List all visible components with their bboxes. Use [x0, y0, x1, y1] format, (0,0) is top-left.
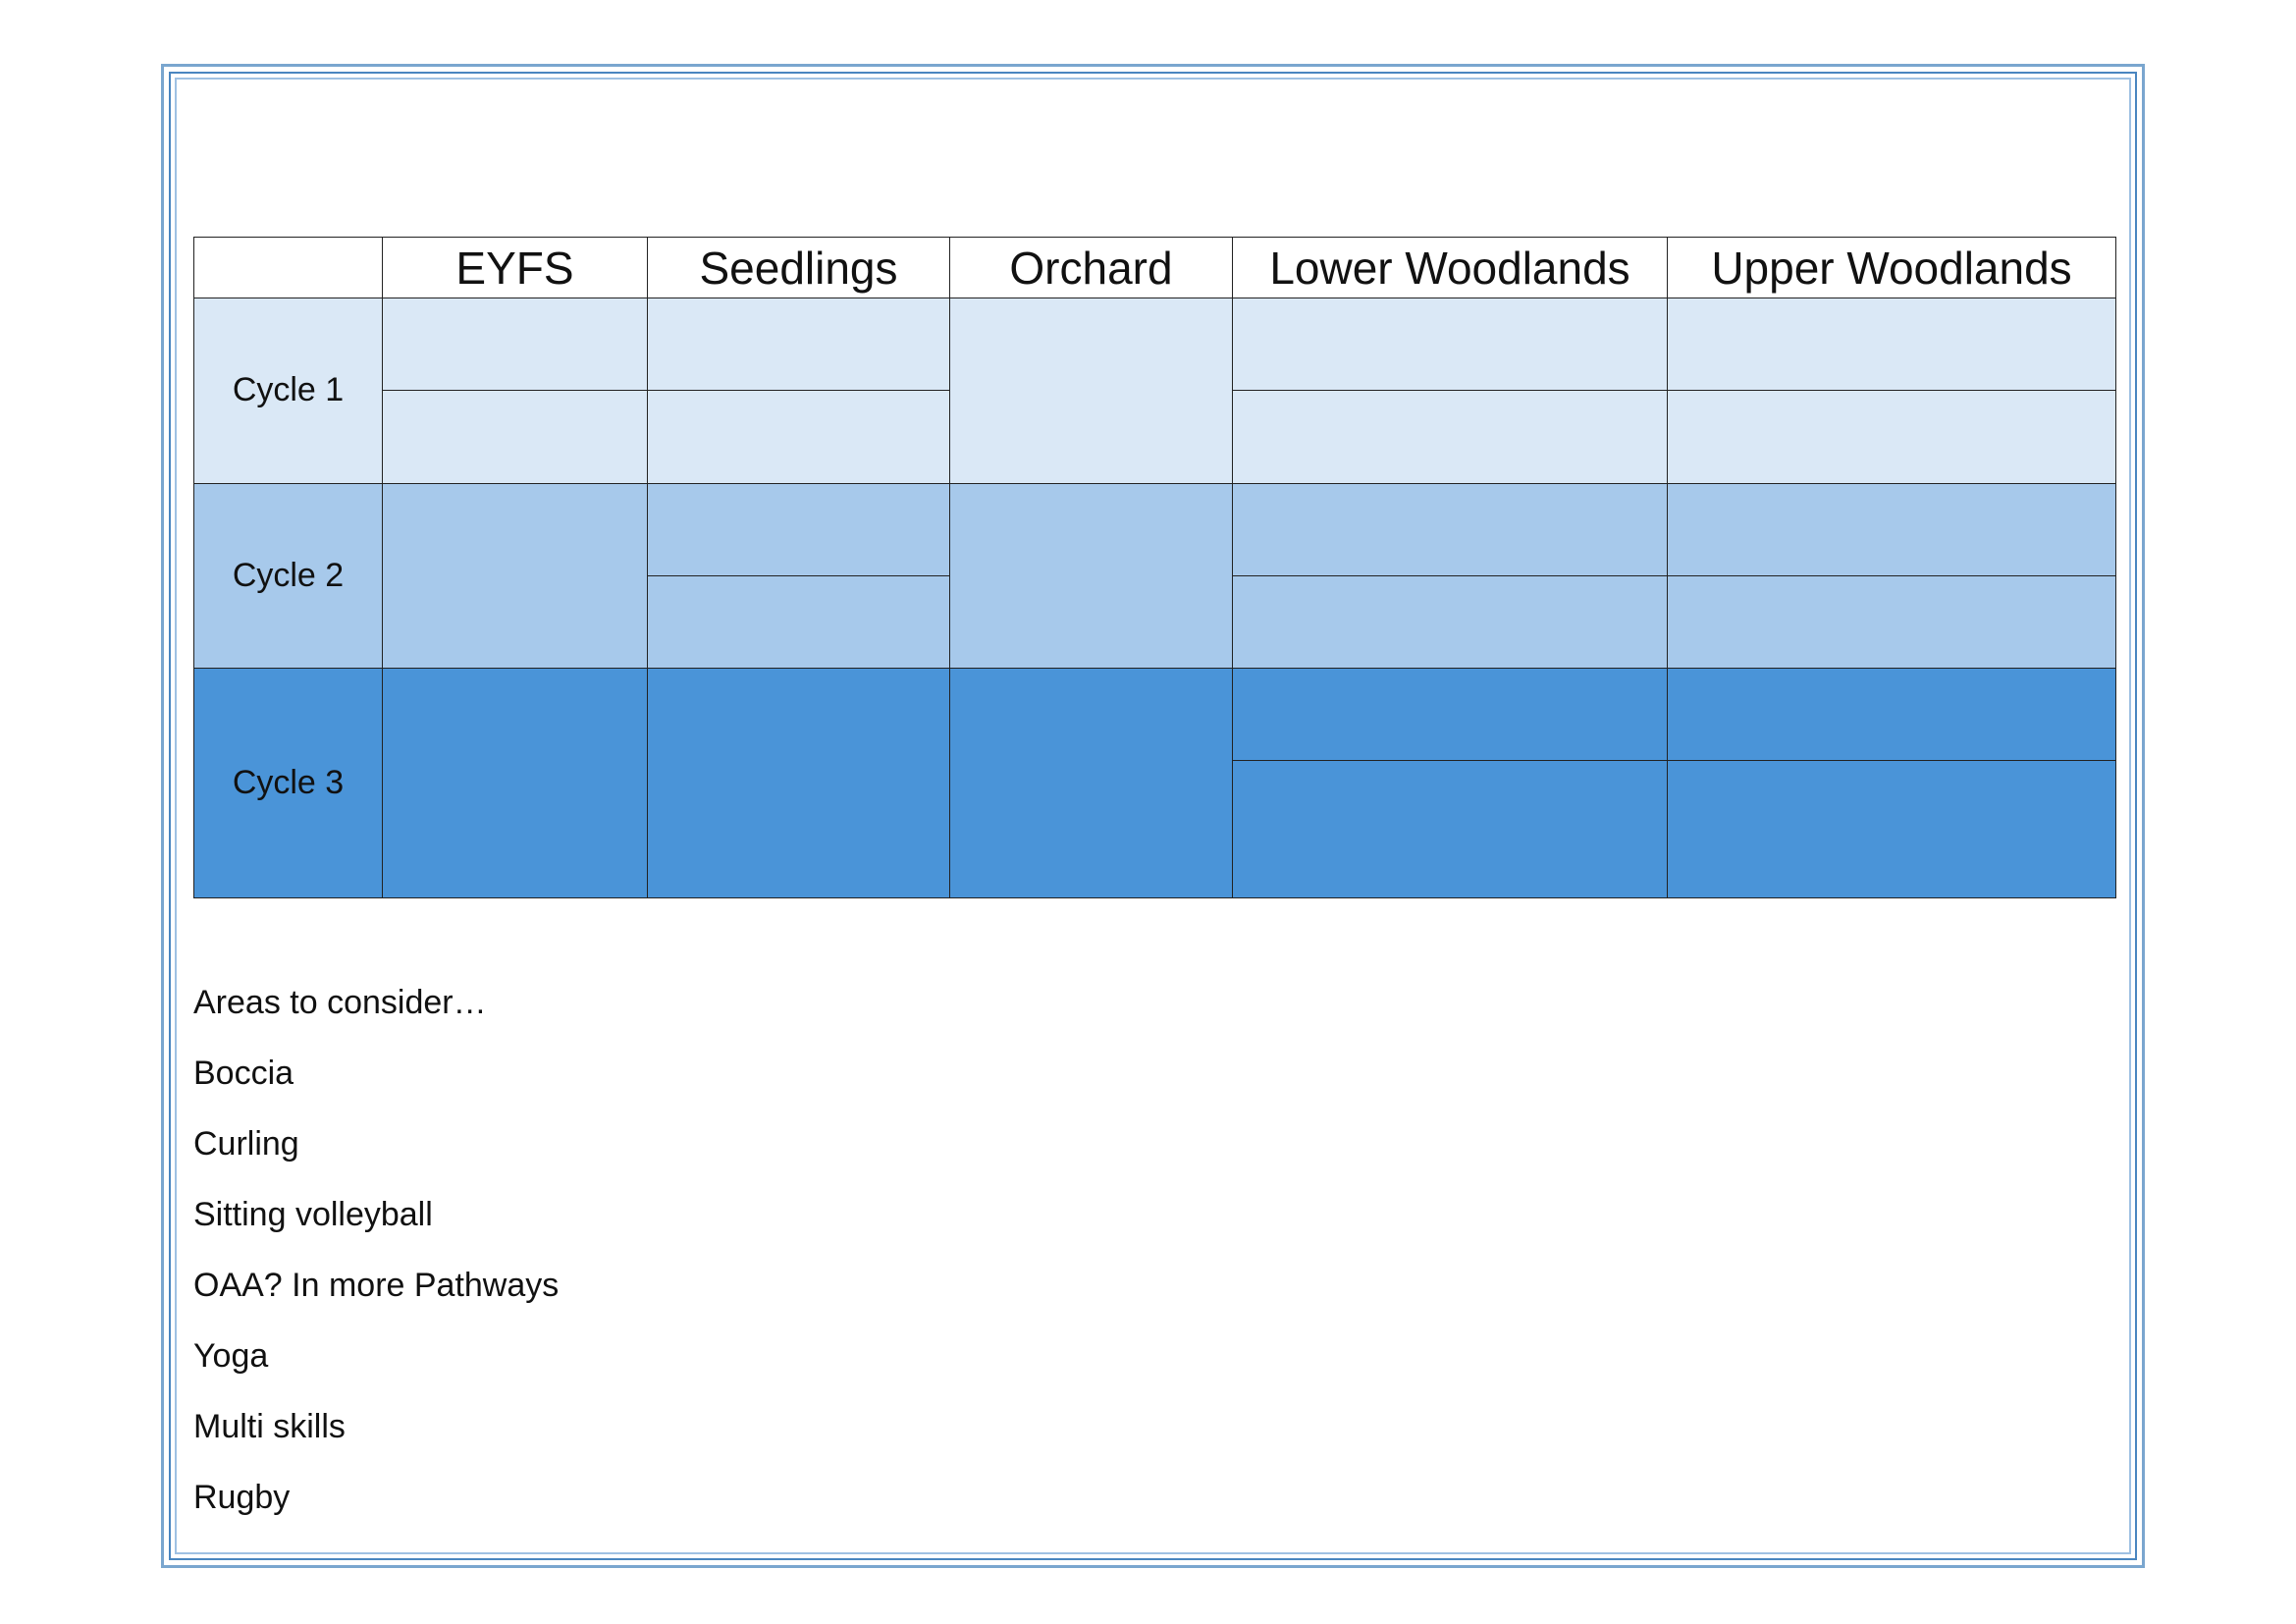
- cell-cycle1-lower-woodlands-a: [1233, 298, 1668, 391]
- cell-cycle3-upper-woodlands-a: [1668, 669, 2116, 761]
- cell-cycle2-lower-woodlands-b: [1233, 575, 1668, 668]
- cell-cycle3-orchard: [950, 669, 1233, 898]
- header-orchard: Orchard: [950, 238, 1233, 298]
- header-eyfs: EYFS: [383, 238, 648, 298]
- cell-cycle2-lower-woodlands-a: [1233, 483, 1668, 575]
- row-label-cycle-1: Cycle 1: [194, 298, 383, 484]
- list-item: OAA? In more Pathways: [193, 1267, 560, 1304]
- cell-cycle2-upper-woodlands-a: [1668, 483, 2116, 575]
- cell-cycle1-eyfs-b: [383, 391, 648, 483]
- curriculum-cycle-table: [193, 237, 2116, 898]
- cell-cycle2-eyfs: [383, 483, 648, 669]
- cell-cycle2-seedlings-b: [648, 575, 950, 668]
- header-seedlings: Seedlings: [648, 238, 950, 298]
- table-row-cycle-2a: [194, 483, 2116, 575]
- list-item: Rugby: [193, 1479, 291, 1516]
- header-corner-cell: [194, 238, 383, 298]
- cell-cycle1-upper-woodlands-b: [1668, 391, 2116, 483]
- cell-cycle3-seedlings: [648, 669, 950, 898]
- cell-cycle1-eyfs-a: [383, 298, 648, 391]
- row-label-cycle-2: Cycle 2: [194, 483, 383, 669]
- notes-heading: Areas to consider…: [193, 984, 487, 1021]
- table-row-cycle-1a: [194, 298, 2116, 391]
- cell-cycle3-eyfs: [383, 669, 648, 898]
- header-upper-woodlands: Upper Woodlands: [1668, 238, 2116, 298]
- row-label-cycle-3: Cycle 3: [194, 669, 383, 898]
- cell-cycle1-upper-woodlands-a: [1668, 298, 2116, 391]
- cell-cycle3-upper-woodlands-b: [1668, 761, 2116, 898]
- cell-cycle1-lower-woodlands-b: [1233, 391, 1668, 483]
- cell-cycle3-lower-woodlands-a: [1233, 669, 1668, 761]
- table-row-cycle-3a: [194, 669, 2116, 761]
- table-header-row: [194, 238, 2116, 298]
- header-lower-woodlands: Lower Woodlands: [1233, 238, 1668, 298]
- cell-cycle1-orchard: [950, 298, 1233, 484]
- list-item: Yoga: [193, 1337, 269, 1375]
- list-item: Sitting volleyball: [193, 1196, 433, 1233]
- cell-cycle1-seedlings-b: [648, 391, 950, 483]
- cell-cycle3-lower-woodlands-b: [1233, 761, 1668, 898]
- list-item: Boccia: [193, 1055, 294, 1092]
- cell-cycle2-upper-woodlands-b: [1668, 575, 2116, 668]
- cell-cycle2-seedlings-a: [648, 483, 950, 575]
- cell-cycle1-seedlings-a: [648, 298, 950, 391]
- list-item: Multi skills: [193, 1408, 346, 1445]
- cell-cycle2-orchard: [950, 483, 1233, 669]
- areas-to-consider-list: [193, 967, 559, 1533]
- list-item: Curling: [193, 1125, 299, 1163]
